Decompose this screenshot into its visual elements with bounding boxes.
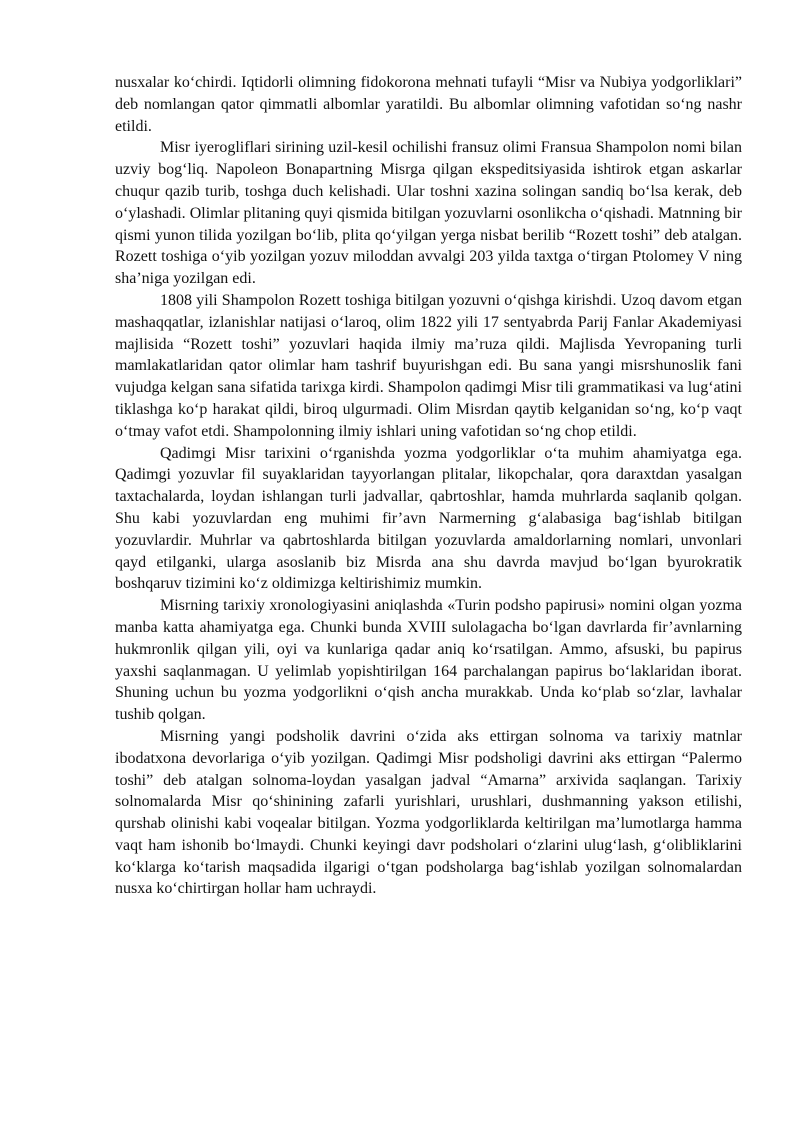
paragraph-rosetta-stone-1808: 1808 yili Shampolon Rozett toshiga bitilgan yozuvni o‘qishga kirishdi. Uzoq davom etgan mashaqqatlar, izlanishlar natijasi o‘laroq, olim 1822 yili 17 sentyabrda Parij Fanlar Akademiyasi majlisida “Rozett toshi” yozuvlari haqida ilmiy ma’ruza qildi. Majlisda Yevropaning turli mamlakatlaridan qator olimlar ham tashrif buyurishgan edi. Bu sana yangi misrshunoslik fani vujudga kelgan sana sifatida tarixga kirdi. Shampolon qadimgi Misr tili grammatikasi va lug‘atini tiklashga ko‘p harakat qildi, biroq ulgurmadi. Olim Misrdan qaytib kelganidan so‘ng, ko‘p vaqt o‘tmay vafot etdi. Shampolonning ilmiy ishlari uning vafotidan so‘ng chop etildi. [115,291,742,440]
paragraph-written-monuments: Qadimgi Misr tarixini o‘rganishda yozma yodgorliklar o‘ta muhim ahamiyatga ega. Qadimgi yozuvlar fil suyaklaridan tayyorlangan plitalar, likopchalar, qora daraxtdan yasalgan taxtachalarda, loydan ishlangan turli jadvallar, qabrtoshlar, hamda muhrlarda saqlanib qolgan. Shu kabi yozuvlardan eng muhimi fir’avn Narmerning g‘alabasiga bag‘ishlab bitilgan yozuvlardir. Muhrlar va qabrtoshlarda bitilgan yozuvlarda amaldorlarning nomlari, unvonlari qayd etilganki, ularga asoslanib biz Misrda ana shu davrda mavjud bo‘lgan byurokratik boshqaruv tizimini ko‘z oldimizga keltirishimiz mumkin. [115,444,742,593]
paragraph-turin-papyrus: Misrning tarixiy xronologiyasini aniqlashda «Turin podsho papirusi» nomini olgan yozma manba katta ahamiyatga ega. Chunki bunda XVIII sulolagacha bo‘lgan davrlarda fir’avnlarning hukmronlik qilgan yili, oyi va kunlariga qadar aniq ko‘rsatilgan. Ammo, afsuski, bu papirus yaxshi saqlanmagan. U yelimlab yopishtirilgan 164 parchalangan papirus bo‘laklaridan iborat. Shuning uchun bu yozma yodgorlikni o‘qish ancha murakkab. Unda ko‘plab so‘zlar, lavhalar tushib qolgan. [115,597,742,724]
paragraph-champollion-decipherment: Misr iyerogliflari sirining uzil-kesil ochilishi fransuz olimi Fransua Shampolon nomi bilan uzviy bog‘liq. Napoleon Bonapartning Misrga qilgan ekspeditsiyasida ishtirok etgan askarlar chuqur qazib turib, toshga duch kelishadi. Ular toshni xazina solingan sandiq bo‘lsa kerak, deb o‘ylashadi. Olimlar plitaning quyi qismida bitilgan yozuvlarni osonlikcha o‘qishadi. Matnning bir qismi yunon tilida yozilgan bo‘lib, plita qo‘yilgan yerga nisbat berilib “Rozett toshi” deb atalgan. Rozett toshiga o‘yib yozilgan yozuv miloddan avvalgi 203 yilda taxtga o‘tirgan Ptolomey V ning sha’niga yozilgan edi. [115,139,742,288]
paragraph-new-kingdom-chronicles: Misrning yangi podsholik davrini o‘zida aks ettirgan solnoma va tarixiy matnlar ibodatxona devorlariga o‘yib yozilgan. Qadimgi Misr podsholigi davrini aks ettirgan “Palermo toshi” deb atalgan solnoma-loydan yasalgan jadval “Amarna” arxivida saqlangan. Tarixiy solnomalarda Misr qo‘shinining zafarli yurishlari, urushlari, dushmanning yakson etilishi, qurshab olinishi kabi voqealar bitilgan. Yozma yodgorliklarda keltirilgan ma’lumotlarga hamma vaqt ham ishonib bo‘lmaydi. Chunki keyingi davr podsholari o‘zlarini ulug‘lash, g‘olibliklarini ko‘klarga ko‘tarish maqsadida ilgarigi o‘tgan podsholarga bag‘ishlab yozilgan solnomalardan nusxa ko‘chirtirgan hollar ham uchraydi. [115,727,742,898]
document-page [115,72,742,900]
paragraph-continuation: nusxalar ko‘chirdi. Iqtidorli olimning fidokorona mehnati tufayli “Misr va Nubiya yodgorliklari” deb nomlangan qator qimmatli albomlar yaratildi. Bu albomlar olimning vafotidan so‘ng nashr etildi. [115,74,742,135]
